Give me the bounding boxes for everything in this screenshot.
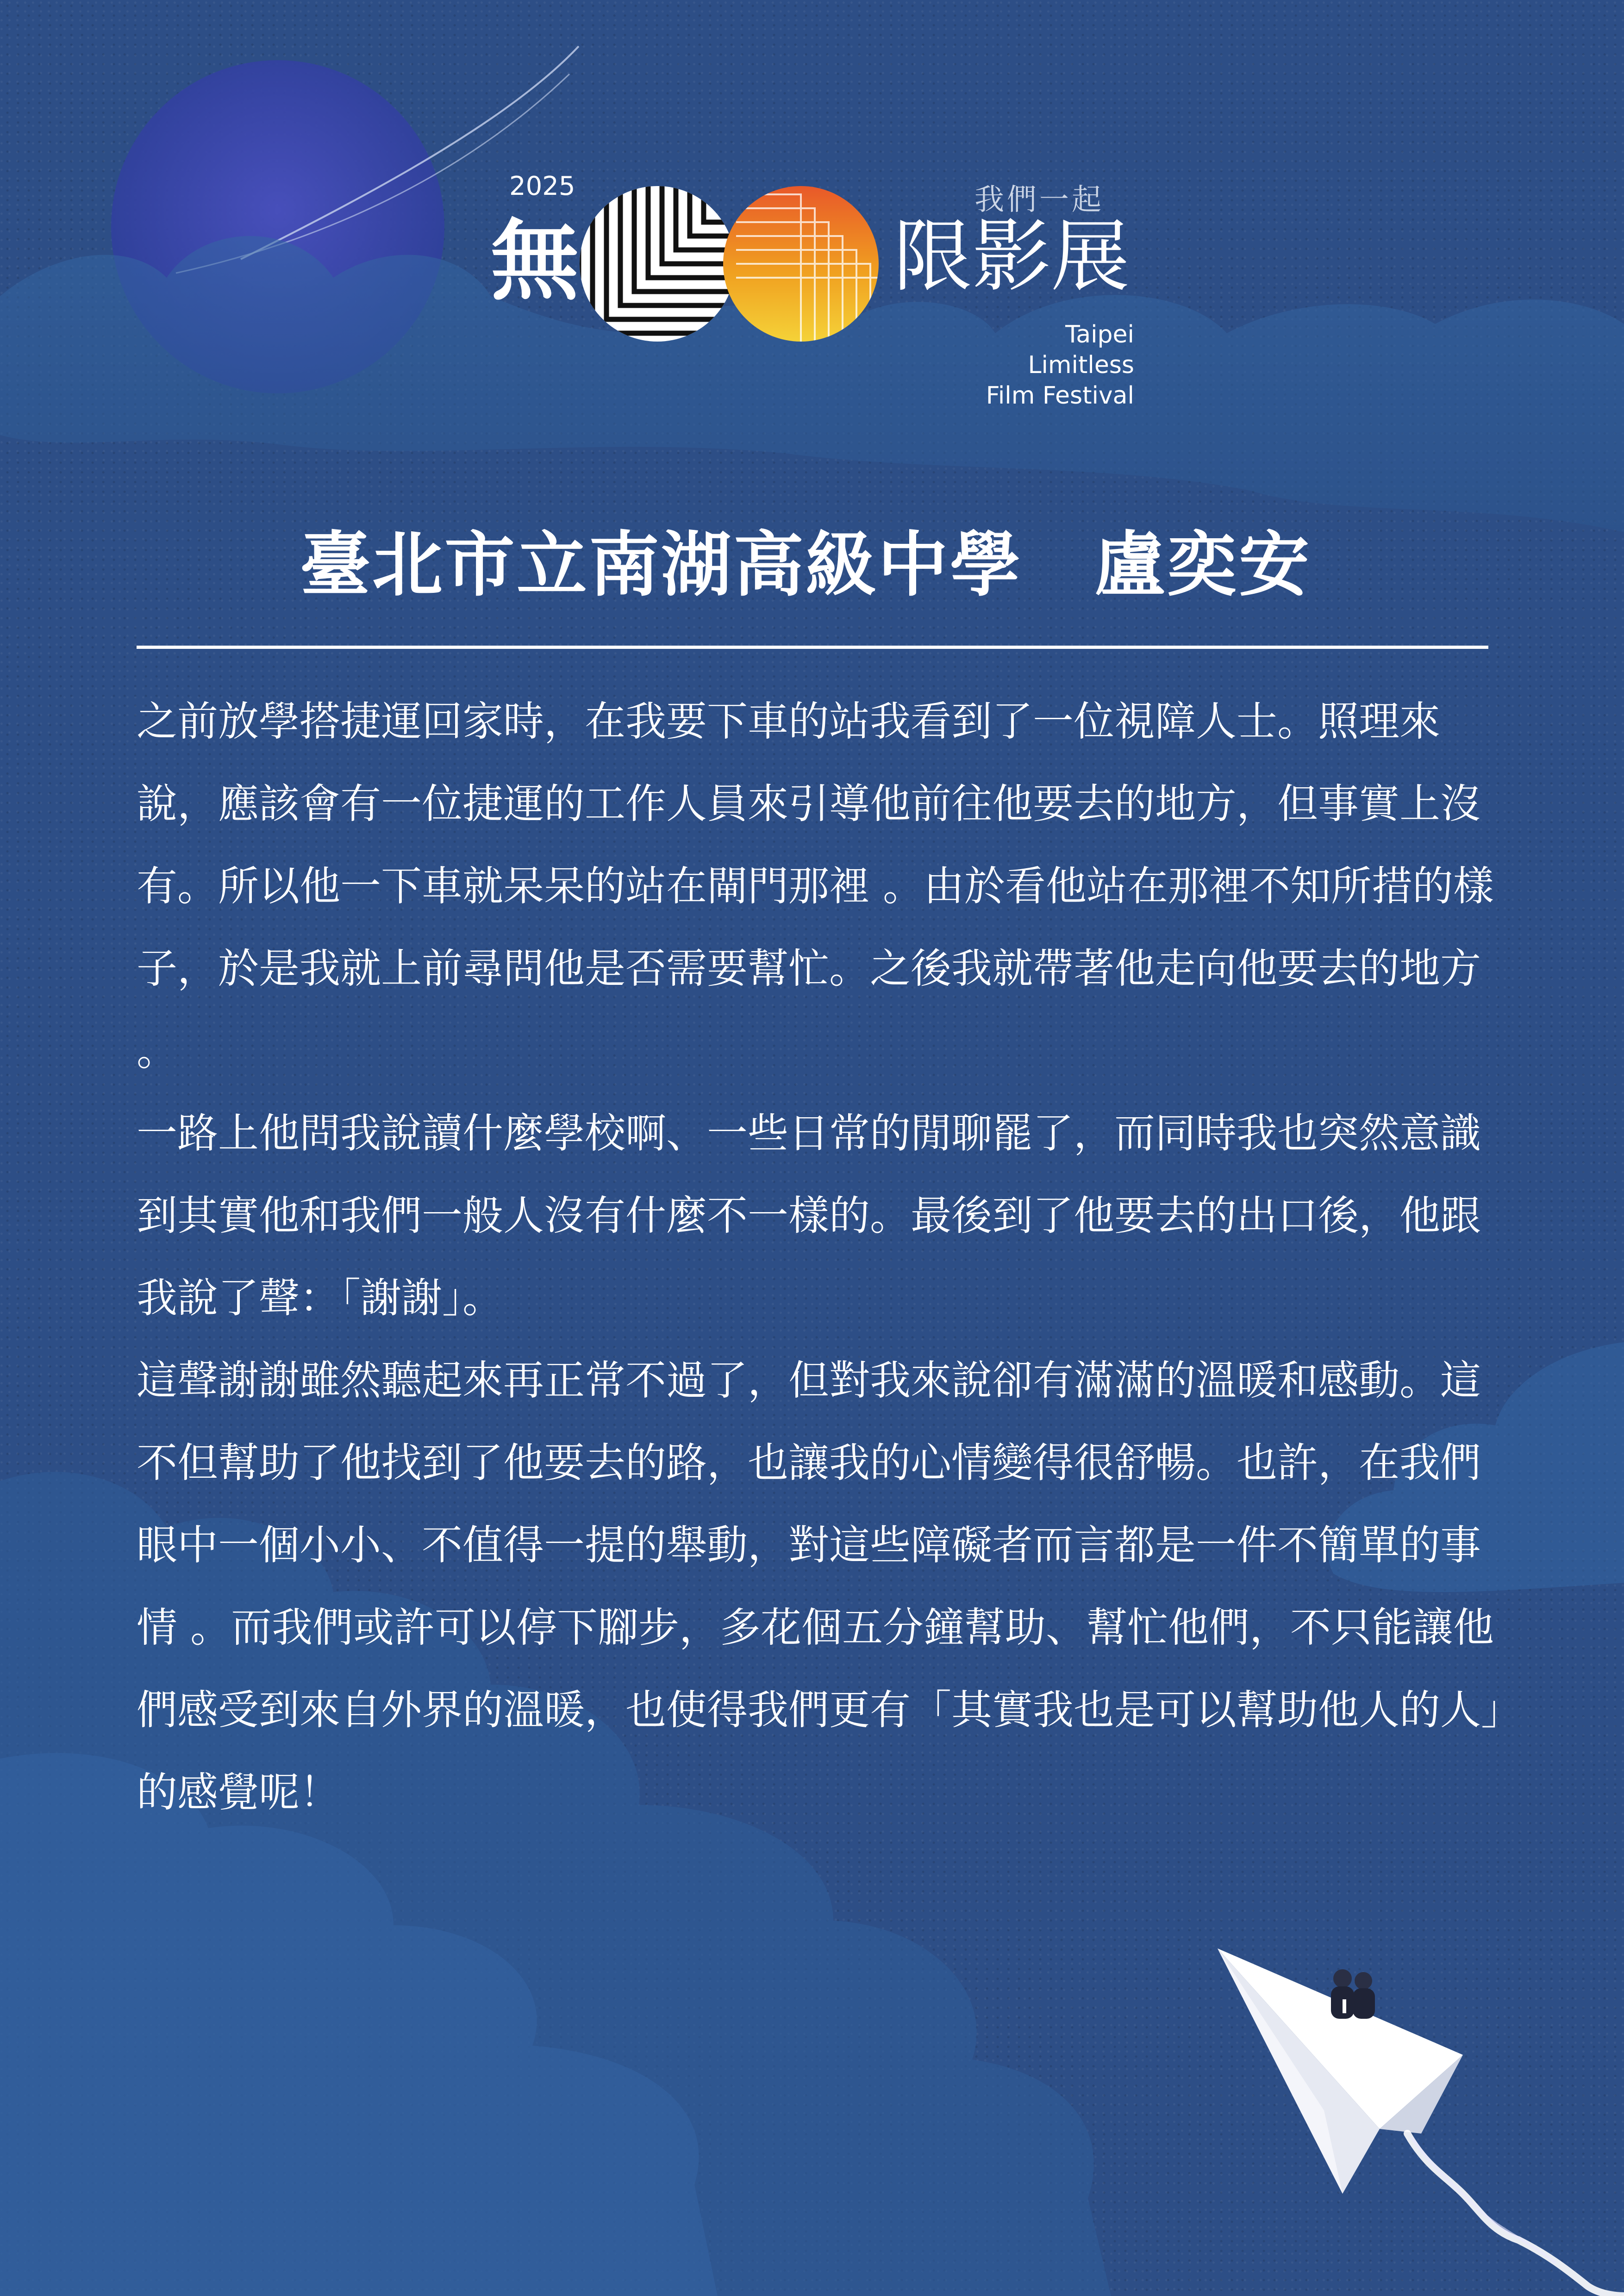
contrail-icon xyxy=(1407,2134,1624,2296)
logo-english-line: Taipei Limitless xyxy=(1028,321,1134,379)
logo-characters: 限影展 xyxy=(893,211,1130,303)
logo-english-name xyxy=(958,319,1134,411)
logo-english-line: Film Festival xyxy=(986,382,1134,410)
festival-logo xyxy=(491,162,1139,410)
logo-character-main: 無 xyxy=(491,210,579,312)
title-divider xyxy=(137,646,1488,649)
figures-icon xyxy=(1331,1969,1375,2019)
logo-year: 2025 xyxy=(509,171,575,201)
essay-paragraph: 這聲謝謝雖然聽起來再正常不過了，但對我來說卻有滿滿的溫暖和感動。這不但幫助了他找到了他要去的路，也讓我的心情變得很舒暢。也許，在我們眼中一個小小、不值得一提的舉動，對這些障礙者而言都是一件不簡單的事情 。而我們或許可以停下腳步，多花個五分鐘幫助、幫忙他們，不只能讓他們感受到來自外界的溫暖，也使得我們更有「其實我也是可以幫助他人的人」的感覺呢！ xyxy=(137,1356,1502,1816)
essay-paragraph: 一路上他問我說讀什麼學校啊、一些日常的閒聊罷了，而同時我也突然意識到其實他和我們一般人沒有什麼不一樣的。最後到了他要去的出口後，他跟我說了聲：「謝謝」。 xyxy=(137,1109,1481,1322)
logo-tagline: 我們一起 xyxy=(974,183,1104,217)
essay-paragraph: 之前放學搭捷運回家時，在我要下車的站我看到了一位視障人士。照理來說，應該會有一位捷運的工作人員來引導他前往他要去的地方，但事實上沒有。所以他一下車就呆呆的站在閘門那裡 。由於看他站在那裡不知所措的樣子，於是我就上前尋問他是否需要幫忙。之後我就帶著他走向他要去的地方 。 xyxy=(137,697,1494,1075)
page-title: 臺北市立南湖高級中學 盧奕安 xyxy=(300,524,1311,606)
festival-logo-circles-icon xyxy=(579,180,893,366)
essay-body xyxy=(137,680,1507,1834)
paper-plane-icon xyxy=(1204,1935,1624,2296)
